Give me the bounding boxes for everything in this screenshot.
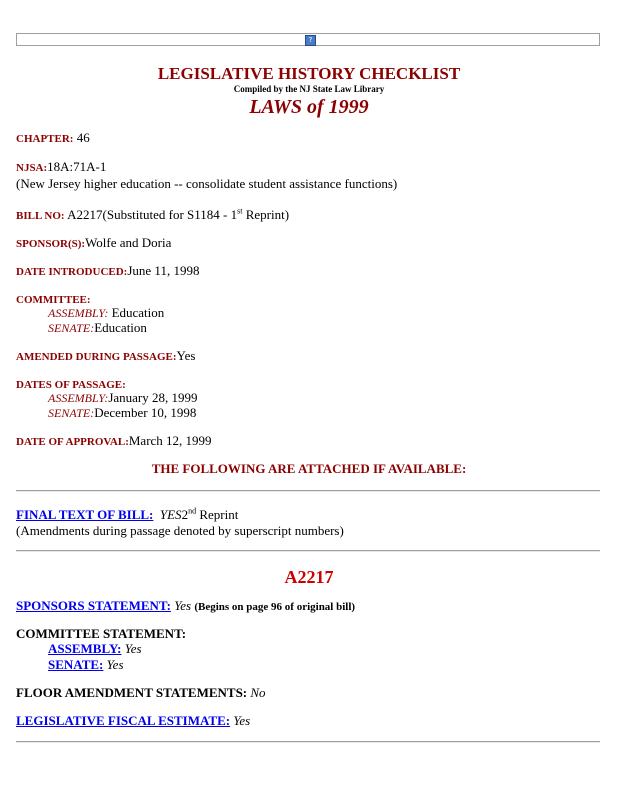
floor-amendment-field xyxy=(16,685,266,700)
final-text-field xyxy=(16,507,238,522)
committee-senate-value: Education xyxy=(94,320,147,335)
fiscal-estimate-link[interactable]: LEGISLATIVE FISCAL ESTIMATE: xyxy=(16,713,231,728)
floor-amendment-value: No xyxy=(247,685,266,700)
sponsors-statement-value: Yes xyxy=(170,598,195,613)
sponsors-value: Wolfe and Doria xyxy=(85,235,172,250)
page-title: LEGISLATIVE HISTORY CHECKLIST xyxy=(157,64,461,83)
passage-assembly-value: January 28, 1999 xyxy=(108,390,198,405)
divider xyxy=(16,490,600,492)
committee-statement-assembly-link[interactable]: ASSEMBLY: xyxy=(48,641,122,656)
final-text-note: (Amendments during passage denoted by superscript numbers) xyxy=(16,523,344,538)
date-introduced-value: June 11, 1998 xyxy=(127,263,200,278)
fiscal-estimate-field xyxy=(16,713,250,728)
committee-statement-assembly-value: Yes xyxy=(121,641,142,656)
committee-assembly xyxy=(48,305,164,321)
committee-senate-label: SENATE: xyxy=(48,321,95,335)
date-of-approval-value: March 12, 1999 xyxy=(128,433,212,448)
bill-no-suffix: Reprint) xyxy=(242,207,290,222)
sponsors-label: SPONSOR(S): xyxy=(16,238,86,250)
committee-label: COMMITTEE: xyxy=(16,294,91,306)
dates-of-passage-label: DATES OF PASSAGE: xyxy=(16,379,126,391)
bill-heading: A2217 xyxy=(284,567,334,587)
date-introduced-field xyxy=(16,263,199,280)
committee-statement-senate-link[interactable]: SENATE: xyxy=(48,657,104,672)
final-text-yes: YES xyxy=(159,507,182,522)
committee-statement-senate-value: Yes xyxy=(103,657,124,672)
committee-assembly-value: Education xyxy=(108,305,165,320)
passage-senate-value: December 10, 1998 xyxy=(94,405,197,420)
chapter-field xyxy=(16,130,90,147)
date-of-approval-label: DATE OF APPROVAL: xyxy=(16,436,129,448)
floor-amendment-label: FLOOR AMENDMENT STATEMENTS: xyxy=(16,685,248,700)
bill-no-sup: st xyxy=(237,206,243,216)
sponsors-statement-note: (Begins on page 96 of original bill) xyxy=(194,601,356,613)
njsa-description: (New Jersey higher education -- consolidate student assistance functions) xyxy=(16,176,398,191)
committee-statement-senate xyxy=(48,657,124,672)
final-text-num: 2 xyxy=(181,507,189,522)
njsa-label: NJSA: xyxy=(16,162,48,174)
sponsors-statement-link[interactable]: SPONSORS STATEMENT: xyxy=(16,598,171,613)
passage-senate-label: SENATE: xyxy=(48,406,95,420)
page-subtitle: Compiled by the NJ State Law Library xyxy=(233,84,385,94)
bill-no-field xyxy=(16,207,289,224)
passage-assembly-label: ASSEMBLY: xyxy=(48,391,109,405)
final-text-sup: nd xyxy=(188,506,197,516)
divider xyxy=(16,741,600,743)
committee-assembly-label: ASSEMBLY: xyxy=(48,306,109,320)
passage-assembly xyxy=(48,390,198,406)
date-of-approval-field xyxy=(16,433,212,450)
njsa-field xyxy=(16,159,106,176)
sponsors-statement-field xyxy=(16,598,355,615)
chapter-value: 46 xyxy=(73,130,90,145)
committee-senate xyxy=(48,320,147,336)
fiscal-estimate-value: Yes xyxy=(230,713,251,728)
final-text-link[interactable]: FINAL TEXT OF BILL: xyxy=(16,507,154,522)
attached-heading: THE FOLLOWING ARE ATTACHED IF AVAILABLE: xyxy=(151,461,467,476)
amended-value: Yes xyxy=(176,348,196,363)
passage-senate xyxy=(48,405,196,421)
committee-statement-label: COMMITTEE STATEMENT: xyxy=(16,626,187,641)
amended-field xyxy=(16,348,195,365)
bill-no-value: A2217(Substituted for S1184 - 1 xyxy=(64,207,238,222)
njsa-value: 18A:71A-1 xyxy=(47,159,107,174)
bill-no-label: BILL NO: xyxy=(16,210,65,222)
divider xyxy=(16,550,600,552)
committee-statement-assembly xyxy=(48,641,142,656)
chapter-label: CHAPTER: xyxy=(16,133,74,145)
amended-label: AMENDED DURING PASSAGE: xyxy=(16,351,177,363)
broken-image-icon: ? xyxy=(305,35,316,46)
sponsors-field xyxy=(16,235,171,252)
date-introduced-label: DATE INTRODUCED: xyxy=(16,266,128,278)
laws-year-heading: LAWS of 1999 xyxy=(249,96,369,118)
final-text-suffix: Reprint xyxy=(196,507,239,522)
top-banner xyxy=(16,33,600,46)
